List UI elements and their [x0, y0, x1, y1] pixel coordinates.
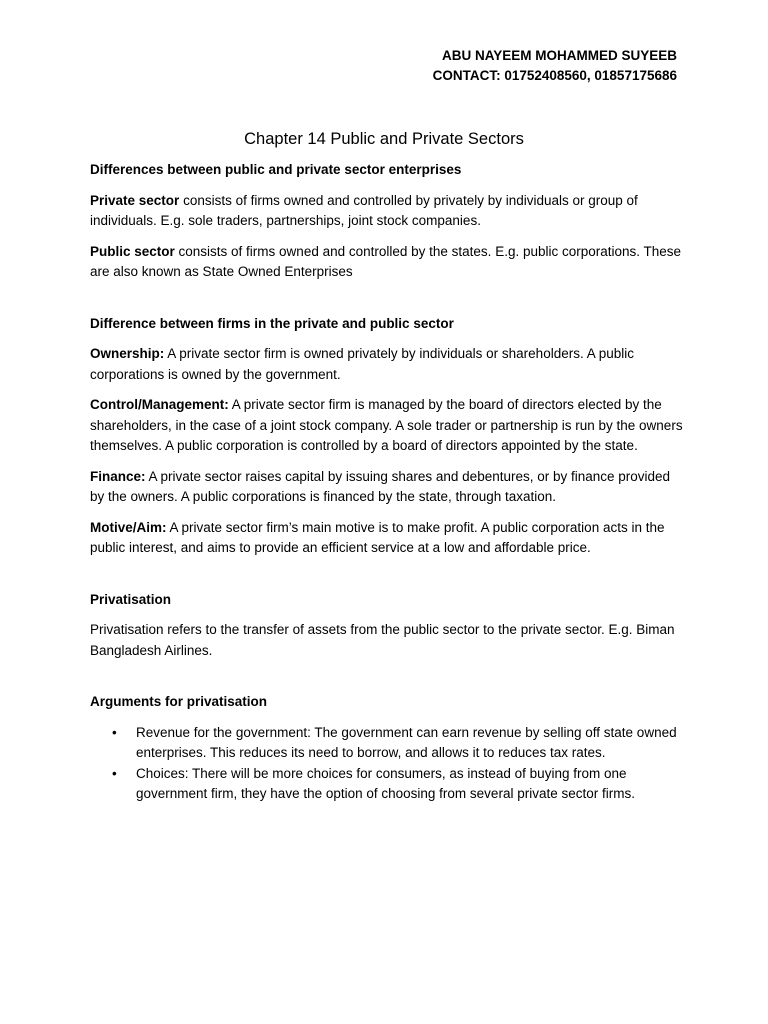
- term-control: Control/Management:: [90, 397, 229, 412]
- paragraph-private-sector: [90, 191, 684, 232]
- argument-choices: Choices: There will be more choices for consumers, as instead of buying from one government firm, they have the option of choosing from several private sector firms.: [136, 765, 635, 801]
- paragraph-finance: [90, 467, 684, 508]
- control-text: A private sector firm is managed by the board of directors elected by the shareholders, in the case of a joint stock company. A sole trader or partnership is run by the owners themselves. A public corporation is controlled by a board of directors appointed by the state.: [90, 397, 683, 453]
- chapter-title: Chapter 14 Public and Private Sectors: [244, 130, 524, 148]
- bullet-icon: •: [112, 765, 117, 781]
- term-private-sector: Private sector: [90, 192, 180, 208]
- paragraph-privatisation: Privatisation refers to the transfer of assets from the public sector to the private sector. E.g. Biman Bangladesh Airlines.: [90, 622, 675, 658]
- term-public-sector: Public sector: [90, 243, 175, 259]
- section-heading-firm-differences: Difference between firms in the private and public sector: [90, 315, 454, 331]
- paragraph-control: [90, 395, 684, 457]
- bullet-icon: •: [112, 724, 117, 740]
- public-sector-definition: consists of firms owned and controlled by the states. E.g. public corporations. These are also known as State Owned Enterprises: [90, 243, 682, 279]
- ownership-text: A private sector firm is owned privately by individuals or shareholders. A public corporations is owned by the government.: [90, 346, 634, 382]
- paragraph-motive: [90, 518, 684, 559]
- section-heading-differences: Differences between public and private sector enterprises: [90, 162, 462, 177]
- motive-text: A private sector firm’s main motive is to make profit. A public corporation acts in the public interest, and aims to provide an efficient service at a low and affordable price.: [90, 519, 665, 555]
- term-finance: Finance:: [90, 468, 146, 484]
- author-contact: CONTACT: 01752408560, 01857175686: [432, 68, 677, 83]
- paragraph-ownership: [90, 344, 684, 385]
- author-name: ABU NAYEEM MOHAMMED SUYEEB: [441, 48, 677, 63]
- section-heading-privatisation: Privatisation: [90, 591, 172, 607]
- list-item: [90, 764, 684, 805]
- list-item: [90, 723, 684, 764]
- document-body: [90, 160, 684, 805]
- term-motive: Motive/Aim:: [90, 519, 167, 535]
- argument-revenue: Revenue for the government: The government can earn revenue by selling off state owned enterprises. This reduces its need to borrow, and allows it to reduces tax rates.: [136, 724, 677, 760]
- arguments-list: [90, 723, 684, 805]
- paragraph-public-sector: [90, 242, 684, 283]
- section-heading-arguments: Arguments for privatisation: [90, 694, 268, 709]
- author-header: [433, 46, 677, 86]
- private-sector-definition: consists of firms owned and controlled by privately by individuals or group of individuals. E.g. sole traders, partnerships, joint stock companies.: [90, 192, 638, 228]
- finance-text: A private sector raises capital by issuing shares and debentures, or by finance provided by the owners. A public corporations is financed by the state, through taxation.: [90, 468, 671, 504]
- term-ownership: Ownership:: [90, 346, 165, 361]
